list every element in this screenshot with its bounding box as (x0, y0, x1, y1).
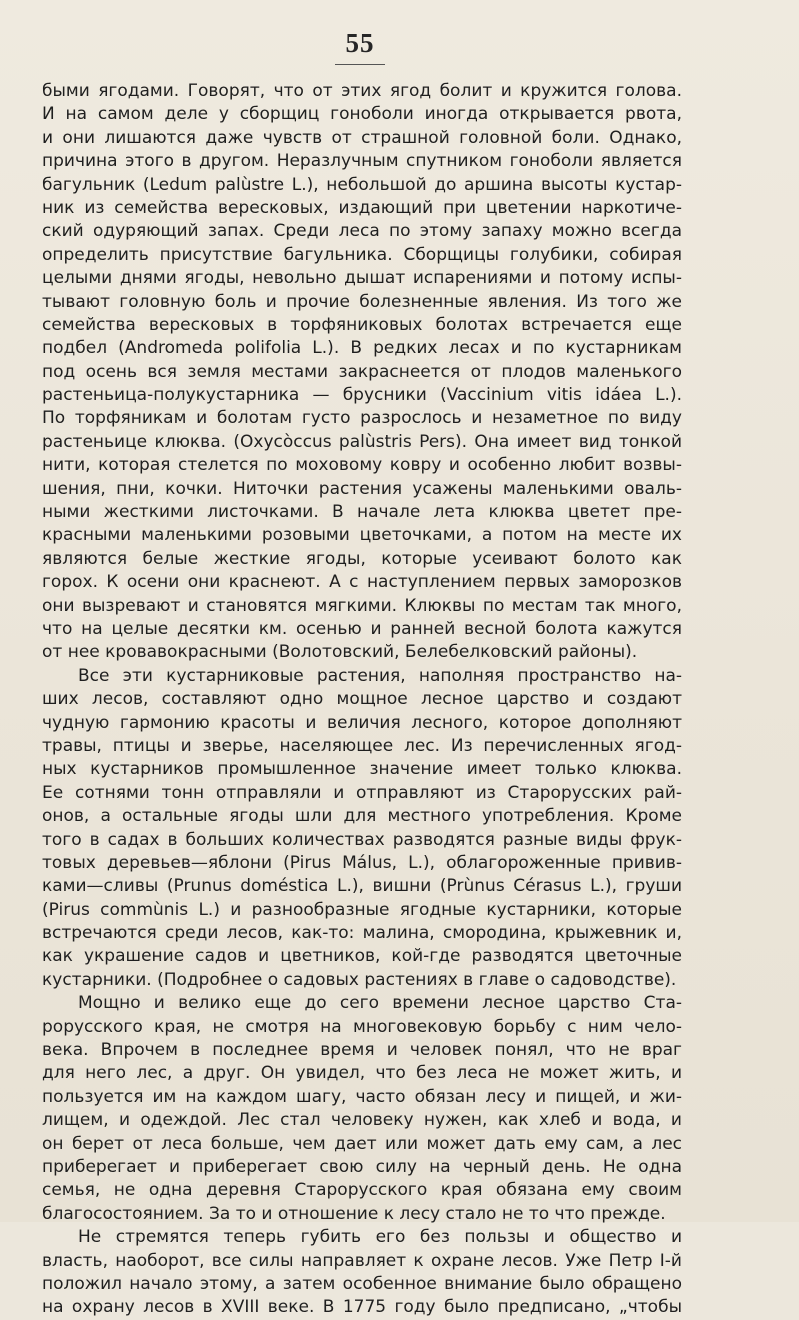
text-line: растеньица-полукустарника — брусники (Vaccinium vitis idáea L.). (42, 385, 682, 406)
text-line: Ее сотнями тонн отправляли и отправляют из Старорусских рай- (42, 782, 682, 803)
text-line: что на целые десятки км. осенью и ранней весной болота кажутся (42, 618, 682, 639)
text-line: ками—сливы (Prunus doméstica L.), вишни (Prùnus Cérasus L.), груши (42, 876, 682, 897)
text-line: рорусского края, не смотря на многовековую борьбу с ним чело- (42, 1016, 682, 1037)
text-line: власть, наоборот, все силы направляет к охране лесов. Уже Петр I-й (42, 1250, 682, 1271)
text-line: положил начало этому, а затем особенное внимание было обращено (42, 1273, 682, 1294)
text-line: багульник (Ledum palùstre L.), небольшой до аршина высоты кустар- (42, 174, 682, 195)
text-line: товых деревьев—яблони (Pirus Málus, L.), облагороженные привив- (42, 852, 682, 873)
text-line: ник из семейства вересковых, издающий при цветении наркотиче- (42, 197, 682, 218)
text-line: причина этого в другом. Неразлучным спутником гоноболи является (42, 151, 682, 172)
text-line: под осень вся земля местами закраснеется от плодов маленького (42, 361, 682, 382)
text-line: горох. К осени они краснеют. А с наступлением первых заморозков (42, 572, 682, 593)
text-line: ших лесов, составляют одно мощное лесное царство и создают (42, 689, 682, 710)
text-line: семейства вересковых в торфяниковых болотах встречается еще (42, 314, 682, 335)
text-line: они вызревают и становятся мягкими. Клюквы по местам так много, (42, 595, 682, 616)
text-line: от нее кровавокрасными (Волотовский, Белебелковский районы). (42, 642, 638, 663)
page-number-rule (335, 64, 385, 65)
text-line: (Pirus commùnis L.) и разнообразные ягодные кустарники, которые (42, 899, 682, 920)
text-line: подбел (Andromeda polifolia L.). В редких лесах и по кустарникам (42, 338, 682, 359)
text-line: для него лес, а друг. Он увидел, что без леса не может жить, и (42, 1063, 682, 1084)
text-line: целыми днями ягоды, невольно дышат испарениями и потому испы- (42, 268, 682, 289)
text-line: приберегает и приберегает свою силу на черный день. Не одна (42, 1156, 682, 1177)
text-line: быми ягодами. Говорят, что от этих ягод болит и кружится голова. (42, 81, 682, 101)
page-number: 55 (345, 28, 375, 58)
text-line: кустарники. (Подробнее о садовых растениях в главе о садоводстве). (42, 969, 677, 990)
text-line: ский одуряющий запах. Среди леса по этому запаху можно всегда (42, 221, 682, 242)
text-line: растеньице клюква. (Oxycòccus palùstris Pers). Она имеет вид тонкой (42, 431, 682, 452)
text-line: того в садах в больших количествах разводятся разные виды фрук- (42, 829, 682, 850)
text-line: встречаются среди лесов, как-то: малина, смородина, крыжевник и, (42, 923, 682, 944)
text-line: века. Впрочем в последнее время и человек понял, что не враг (42, 1040, 682, 1061)
text-line: благосостоянием. За то и отношение к лесу стало не то что прежде. (42, 1203, 666, 1224)
text-line: красными маленькими розовыми цветочками, а потом на месте их (42, 525, 682, 546)
text-line: он берет от леса больше, чем дает или может дать ему сам, а лес (42, 1133, 682, 1154)
text-line: являются белые жесткие ягоды, которые усеивают болото как (42, 548, 682, 569)
text-line: шения, пни, кочки. Ниточки растения усажены маленькими оваль- (42, 478, 682, 499)
text-line: По торфяникам и болотам густо разрослось и незаметное по виду (42, 408, 682, 429)
text-line: Мощно и велико еще до сего времени лесное царство Ста- (78, 993, 682, 1014)
text-line: лищем, и одеждой. Лес стал человеку нужен, как хлеб и вода, и (42, 1110, 682, 1131)
text-line: как украшение садов и цветников, кой-где разводятся цветочные (42, 946, 682, 967)
text-line: семья, не одна деревня Старорусского края обязана ему своим (42, 1180, 682, 1201)
text-line: Все эти кустарниковые растения, наполняя пространство на- (78, 665, 682, 686)
text-line: на охрану лесов в XVIII веке. В 1775 году было предписано, „чтобы (42, 1297, 682, 1318)
text-line: тывают головную боль и прочие болезненные явления. Из того же (42, 291, 682, 312)
body-text (42, 80, 682, 1320)
text-line: Не стремятся теперь губить его без пользы и общество и (78, 1227, 682, 1248)
text-line: травы, птицы и зверье, населяющее лес. Из перечисленных ягод- (42, 735, 682, 756)
text-line: И на самом деле у сборщиц гоноболи иногда открывается рвота, (42, 104, 682, 125)
text-line: нити, которая стелется по моховому ковру и особенно любит возвы- (42, 455, 682, 476)
text-line: ными жесткими листочками. В начале лета клюква цветет пре- (42, 502, 682, 523)
text-line: пользуется им на каждом шагу, часто обязан лесу и пищей, и жи- (42, 1086, 682, 1107)
text-line: чудную гармонию красоты и величия лесного, которое дополняют (42, 712, 682, 733)
text-line: определить присутствие багульника. Сборщицы голубики, собирая (42, 244, 682, 265)
text-line: онов, а остальные ягоды шли для местного употребления. Кроме (42, 806, 682, 827)
text-line: и они лишаются даже чувств от страшной головной боли. Однако, (42, 127, 682, 148)
text-line: ных кустарников промышленное значение имеет только клюква. (42, 759, 682, 780)
